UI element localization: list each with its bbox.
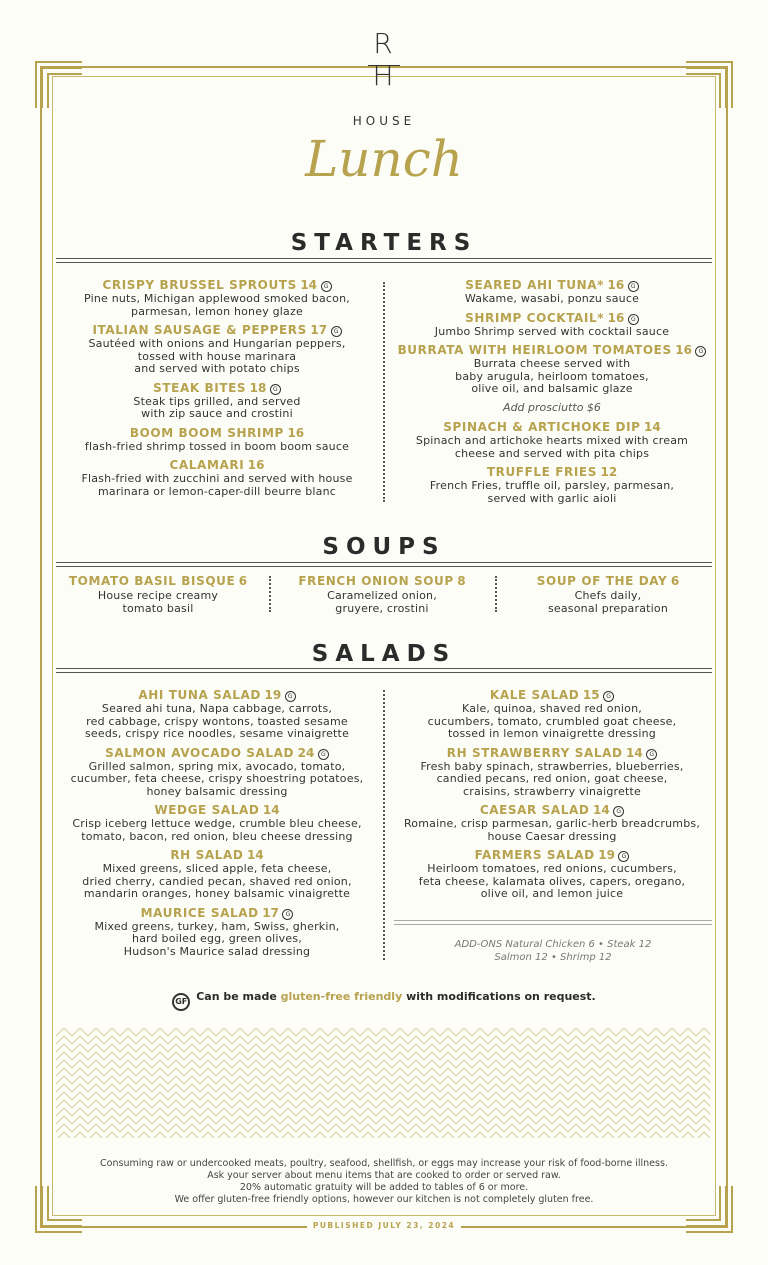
soup-item: FRENCH ONION SOUP 8 Caramelized onion, gruyere, crostini	[298, 574, 466, 615]
item-description: Grilled salmon, spring mix, avocado, tomato,	[88, 759, 346, 773]
item-description: tossed with house marinara	[137, 349, 297, 363]
salads-divider	[383, 690, 385, 960]
item-description: and served with potato chips	[134, 362, 300, 375]
item-description: Hudson's Maurice salad dressing	[123, 944, 311, 958]
item-price: 17	[310, 323, 328, 337]
item-price: 18	[249, 380, 267, 395]
item-name: AHI TUNA SALAD	[138, 688, 261, 702]
item-description: flash-fried shrimp tossed in boom boom sauce	[84, 439, 350, 453]
addons	[394, 938, 712, 964]
item-description: Kale, quinoa, shaved red onion,	[462, 702, 642, 715]
menu-item	[390, 803, 714, 843]
salads-rule-2	[56, 672, 712, 673]
gluten-free-icon: G	[613, 806, 624, 817]
item-description: seeds, crispy rice noodles, sesame vinaigrette	[84, 727, 350, 740]
menu-item	[58, 381, 376, 421]
gluten-free-icon: G	[695, 346, 706, 357]
item-description: dried cherry, candied pecan, shaved red onion,	[82, 874, 352, 888]
starters-rule-2	[56, 262, 712, 263]
addons-line-1: ADD-ONS Natural Chicken 6 • Steak 12	[454, 939, 652, 950]
item-description: candied pecans, red onion, goat cheese,	[436, 772, 668, 785]
item-description: Mixed greens, turkey, ham, Swiss, gherkin,	[94, 919, 340, 933]
soups-rule-2	[56, 566, 712, 567]
salads-rule	[56, 668, 712, 669]
menu-item	[58, 323, 376, 376]
item-description: craisins, strawberry vinaigrette	[463, 784, 641, 798]
item-description: hard boiled egg, green olives,	[132, 932, 302, 945]
gluten-free-icon: G	[321, 281, 332, 292]
item-name: SPINACH & ARTICHOKE DIP	[443, 420, 641, 434]
item-price: 14	[300, 278, 318, 292]
item-description: French Fries, truffle oil, parsley, parmesan,	[429, 479, 675, 492]
item-description: baby arugula, heirloom tomatoes,	[455, 369, 649, 383]
item-name: BOOM BOOM SHRIMP	[129, 425, 284, 440]
item-name: SEARED AHI TUNA*	[465, 278, 605, 292]
item-description: red cabbage, crispy wontons, toasted sesame	[86, 714, 348, 728]
addons-line-2: Salmon 12 • Shrimp 12	[494, 952, 612, 963]
item-description: Wakame, wasabi, ponzu sauce	[464, 292, 640, 305]
menu-item	[390, 278, 714, 306]
item-price: 19	[598, 848, 615, 862]
gluten-free-icon: G	[628, 314, 639, 325]
menu-item	[58, 746, 376, 799]
item-name: FARMERS SALAD	[474, 848, 595, 862]
starters-left-column	[58, 278, 376, 503]
item-price: 16	[287, 425, 305, 440]
item-note: Add prosciutto $6	[503, 400, 601, 414]
gluten-free-icon: GF	[172, 993, 190, 1011]
item-description: with zip sauce and crostini	[141, 407, 293, 420]
item-name: RH STRAWBERRY SALAD	[446, 745, 623, 760]
item-description: Spinach and artichoke hearts mixed with cream	[415, 434, 689, 447]
item-price: 17	[262, 905, 279, 920]
item-name: CRISPY BRUSSEL SPROUTS	[102, 278, 297, 292]
item-name: TRUFFLE FRIES	[486, 465, 597, 479]
item-price: 16	[607, 310, 625, 325]
item-name: CALAMARI	[169, 458, 245, 472]
menu-item	[58, 278, 376, 318]
published-date: PUBLISHED JULY 23, 2024	[0, 1221, 768, 1230]
corner-ornament-top-right	[684, 60, 734, 110]
addons-rule-2	[394, 924, 712, 925]
item-description: parmesan, lemon honey glaze	[131, 304, 303, 318]
item-name: WEDGE SALAD	[154, 803, 260, 817]
item-name: RH SALAD	[170, 848, 244, 862]
menu-item	[58, 458, 376, 498]
item-description: olive oil, and balsamic glaze	[471, 382, 633, 395]
item-description: tomato, bacon, red onion, bleu cheese dressing	[81, 829, 353, 843]
menu-item	[58, 848, 376, 901]
menu-item	[58, 688, 376, 741]
item-description: cheese and served with pita chips	[454, 446, 650, 460]
soup-divider	[495, 576, 497, 612]
house-label: HOUSE	[352, 114, 416, 128]
starters-rule	[56, 258, 712, 259]
item-description: Romaine, crisp parmesan, garlic-herb breadcrumbs,	[403, 817, 701, 830]
menu-item	[390, 746, 714, 799]
item-name: SHRIMP COCKTAIL*	[465, 310, 605, 325]
soups-title: SOUPS	[322, 534, 446, 560]
gluten-free-icon: G	[331, 326, 342, 337]
soup-item: SOUP OF THE DAY 6 Chefs daily, seasonal preparation	[536, 574, 680, 615]
item-price: 14	[626, 745, 643, 760]
menu-item	[390, 848, 714, 901]
item-price: 12	[600, 465, 618, 479]
gluten-free-icon: G	[618, 851, 629, 862]
soup-divider	[269, 576, 271, 612]
salads-right-column	[390, 688, 714, 906]
soups-rule	[56, 562, 712, 563]
item-description: cucumbers, tomato, crumbled goat cheese,	[427, 714, 677, 728]
gluten-free-icon: G	[628, 281, 639, 292]
item-description: Heirloom tomatoes, red onions, cucumbers,	[427, 862, 677, 875]
item-description: Jumbo Shrimp served with cocktail sauce	[434, 324, 670, 338]
item-description: honey balsamic dressing	[146, 784, 288, 798]
item-price: 14	[246, 848, 264, 862]
starters-right-column	[390, 278, 714, 510]
gluten-free-icon: G	[282, 909, 293, 920]
item-price: 24	[297, 745, 315, 760]
item-description: served with garlic aioli	[487, 491, 617, 505]
rh-logo: R H	[334, 28, 434, 92]
soup-item: TOMATO BASIL BISQUE 6 House recipe creamy tomato basil	[68, 574, 248, 615]
item-price: 19	[264, 688, 282, 702]
item-price: 14	[644, 420, 661, 434]
menu-item	[58, 803, 376, 843]
herringbone-pattern	[56, 1028, 710, 1138]
item-price: 14	[592, 803, 610, 817]
item-description: Pine nuts, Michigan applewood smoked bacon,	[84, 292, 350, 305]
item-description: feta cheese, kalamata olives, capers, oregano,	[418, 874, 686, 888]
item-description: Steak tips grilled, and served	[133, 394, 301, 408]
item-description: Mixed greens, sliced apple, feta cheese,	[102, 862, 332, 875]
item-name: ITALIAN SAUSAGE & PEPPERS	[92, 323, 307, 337]
item-name: MAURICE SALAD	[140, 905, 259, 920]
item-description: marinara or lemon-caper-dill beurre blanc	[97, 484, 337, 498]
item-name: BURRATA WITH HEIRLOOM TOMATOES	[397, 343, 672, 357]
item-name: CAESAR SALAD	[479, 803, 590, 817]
gluten-free-icon: G	[270, 384, 281, 395]
gluten-free-note: GF Can be made gluten-free friendly with modifications on request.	[0, 990, 768, 1011]
menu-item	[58, 426, 376, 454]
menu-item	[58, 906, 376, 959]
item-description: Burrata cheese served with	[473, 357, 631, 370]
item-description: house Caesar dressing	[487, 829, 617, 843]
item-price: 16	[607, 278, 625, 292]
item-description: olive oil, and lemon juice	[480, 887, 624, 900]
item-name: STEAK BITES	[153, 380, 247, 395]
item-description: Crisp iceberg lettuce wedge, crumble bleu cheese,	[72, 817, 362, 830]
item-description: Fresh baby spinach, strawberries, blueberries,	[420, 759, 684, 773]
menu-item	[390, 420, 714, 460]
item-price: 15	[582, 688, 600, 702]
item-price: 14	[262, 803, 280, 817]
gluten-free-icon: G	[646, 749, 657, 760]
gluten-free-icon: G	[603, 691, 614, 702]
item-price: 16	[247, 458, 265, 472]
gluten-free-icon: G	[318, 749, 329, 760]
item-description: Seared ahi tuna, Napa cabbage, carrots,	[101, 702, 333, 715]
item-description: cucumber, feta cheese, crispy shoestring potatoes,	[70, 772, 364, 785]
item-price: 16	[675, 343, 692, 357]
item-description: tossed in lemon vinaigrette dressing	[448, 727, 656, 740]
starters-divider	[383, 282, 385, 502]
menu-item	[390, 688, 714, 741]
corner-ornament-top-left	[34, 60, 84, 110]
menu-item	[390, 311, 714, 339]
item-name: KALE SALAD	[489, 688, 580, 702]
item-name: SALMON AVOCADO SALAD	[105, 745, 295, 760]
item-description: Flash-fried with zucchini and served with house	[81, 472, 353, 485]
item-description: mandarin oranges, honey balsamic vinaigrette	[83, 887, 351, 900]
salads-left-column	[58, 688, 376, 963]
menu-item	[390, 343, 714, 414]
disclaimer: Consuming raw or undercooked meats, poultry, seafood, shellfish, or eggs may increase your risk of food-borne illness. Ask your server about menu items that are cooked to order or served raw. 20% automatic gratuity will be added to tables of 6 or more. We offer gluten-free friendly options, however our kitchen is not completely gluten free.	[100, 1158, 668, 1205]
gluten-free-icon: G	[285, 691, 296, 702]
lunch-title: Lunch	[305, 130, 463, 188]
item-description: Sautéed with onions and Hungarian peppers,	[88, 337, 346, 350]
menu-item	[390, 465, 714, 505]
salads-title: SALADS	[311, 641, 457, 667]
starters-title: STARTERS	[290, 230, 478, 256]
